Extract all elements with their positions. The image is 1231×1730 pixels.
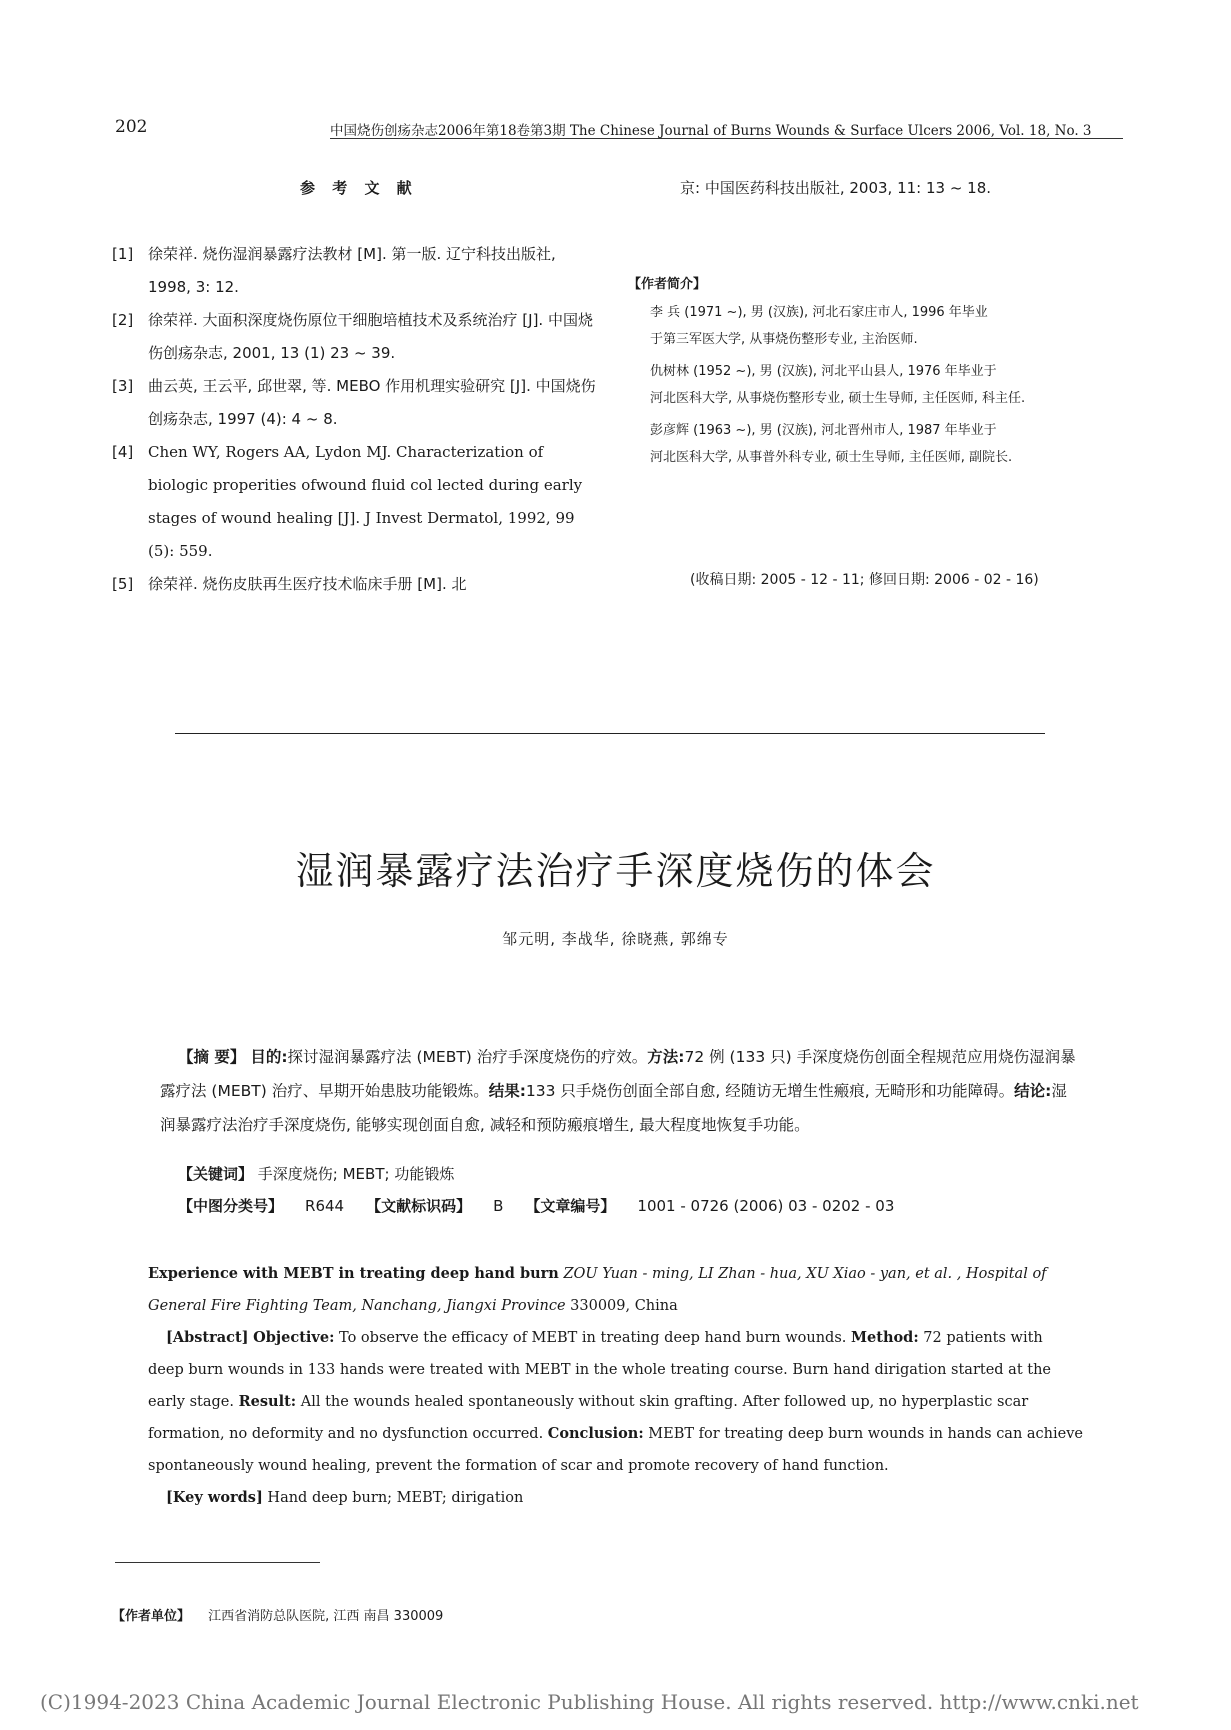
clc-label: 【中图分类号】 bbox=[178, 1197, 284, 1215]
footnote-text: 江西省消防总队医院, 江西 南昌 330009 bbox=[208, 1609, 444, 1624]
reference-text: Chen WY, Rogers AA, Lydon MJ. Characterization of biologic properities ofwound fluid col lected during early stages of wound healing [J]. J Invest Dermatol, 1992, 99 (5): 559. bbox=[148, 443, 583, 560]
english-method-label: Method: bbox=[851, 1329, 919, 1346]
doc-code-label: 【文献标识码】 bbox=[366, 1197, 472, 1215]
reference-item bbox=[112, 370, 598, 436]
english-title-line bbox=[148, 1258, 1083, 1322]
copyright-notice: (C)1994-2023 China Academic Journal Electronic Publishing House. All rights reserved. http://www.cnki.net bbox=[40, 1690, 1139, 1714]
classification-line bbox=[178, 1195, 916, 1216]
reference-continuation: 京: 中国医药科技出版社, 2003, 11: 13 ~ 18. bbox=[680, 179, 992, 197]
article-title: 湿润暴露疗法治疗手深度烧伤的体会 bbox=[295, 849, 936, 893]
reference-text: 曲云英, 王云平, 邱世翠, 等. MEBO 作用机理实验研究 [J]. 中国烧伤创疡杂志, 1997 (4): 4 ~ 8. bbox=[148, 377, 596, 428]
abstract-label: 【摘 要】 bbox=[178, 1048, 246, 1066]
reference-number: [2] bbox=[112, 311, 134, 329]
reference-number: [3] bbox=[112, 377, 134, 395]
english-title: Experience with MEBT in treating deep hand burn bbox=[148, 1265, 559, 1282]
reference-item bbox=[112, 568, 598, 601]
keywords-label: 【关键词】 bbox=[178, 1165, 254, 1183]
footnote-rule bbox=[115, 1562, 320, 1563]
chinese-abstract bbox=[160, 1040, 1080, 1142]
author-bio bbox=[650, 417, 1116, 471]
objective-text: 探讨湿润暴露疗法 (MEBT) 治疗手深度烧伤的疗效。 bbox=[287, 1048, 648, 1066]
author-bio-line: 彭彦辉 (1963 ~), 男 (汉族), 河北晋州市人, 1987 年毕业于 bbox=[650, 423, 997, 438]
reference-item bbox=[112, 238, 598, 304]
author-bio-list bbox=[650, 299, 1116, 476]
author-affiliation-footnote bbox=[112, 1605, 443, 1624]
reference-item bbox=[112, 304, 598, 370]
references-heading: 参 考 文 献 bbox=[300, 179, 418, 197]
objective-label: 目的: bbox=[250, 1048, 288, 1066]
article-divider bbox=[175, 733, 1045, 734]
chinese-keywords bbox=[178, 1163, 454, 1184]
english-objective-label: Objective: bbox=[253, 1329, 335, 1346]
english-method-text: 72 patients with deep burn wounds in 133 hands were treated with MEBT in the whole treating course. Burn hand dirigation started at the early stage. bbox=[148, 1330, 1052, 1410]
page-number: 202 bbox=[115, 117, 148, 137]
english-conclusion-text: MEBT for treating deep burn wounds in hands can achieve spontaneously wound healing, prevent the formation of scar and promote recovery of hand function. bbox=[148, 1426, 1083, 1474]
reference-text: 徐荣祥. 烧伤皮肤再生医疗技术临床手册 [M]. 北 bbox=[148, 575, 467, 593]
doc-code-value: B bbox=[493, 1197, 504, 1215]
article-authors: 邹元明, 李战华, 徐晓燕, 郭绵专 bbox=[502, 930, 729, 948]
author-bio-line: 李 兵 (1971 ~), 男 (汉族), 河北石家庄市人, 1996 年毕业 bbox=[650, 305, 988, 320]
reference-number: [4] bbox=[112, 443, 134, 461]
result-label: 结果: bbox=[488, 1082, 526, 1100]
reference-number: [1] bbox=[112, 245, 134, 263]
english-abstract-label: [Abstract] bbox=[166, 1329, 249, 1346]
reference-number: [5] bbox=[112, 575, 134, 593]
author-intro-heading: 【作者简介】 bbox=[628, 277, 707, 292]
running-header: 中国烧伤创疡杂志2006年第18卷第3期 The Chinese Journal of Burns Wounds & Surface Ulcers 2006, Vol. 18, No. 3 bbox=[330, 123, 1092, 139]
author-bio bbox=[650, 299, 1116, 353]
reference-list bbox=[112, 238, 598, 601]
english-result-label: Result: bbox=[238, 1393, 297, 1410]
author-bio-line: 河北医科大学, 从事烧伤整形专业, 硕士生导师, 主任医师, 科主任. bbox=[650, 391, 1026, 406]
author-bio-line: 于第三军医大学, 从事烧伤整形专业, 主治医师. bbox=[650, 332, 918, 347]
header-rule bbox=[330, 138, 1123, 139]
reference-text: 徐荣祥. 烧伤湿润暴露疗法教材 [M]. 第一版. 辽宁科技出版社, 1998, 3: 12. bbox=[148, 245, 556, 296]
english-abstract bbox=[148, 1322, 1083, 1482]
article-no-label: 【文章编号】 bbox=[525, 1197, 616, 1215]
article-no-value: 1001 - 0726 (2006) 03 - 0202 - 03 bbox=[637, 1197, 895, 1215]
author-bio bbox=[650, 358, 1116, 412]
conclusion-text: 湿润暴露疗法治疗手深度烧伤, 能够实现创面自愈, 减轻和预防瘢痕增生, 最大程度地恢复手功能。 bbox=[160, 1082, 1067, 1134]
english-result-text: All the wounds healed spontaneously without skin grafting. After followed up, no hyperplastic scar formation, no deformity and no dysfunction occurred. bbox=[148, 1394, 1029, 1442]
english-objective-text: To observe the efficacy of MEBT in treating deep hand burn wounds. bbox=[339, 1330, 847, 1346]
method-text: 72 例 (133 只) 手深度烧伤创面全程规范应用烧伤湿润暴露疗法 (MEBT) 治疗、早期开始患肢功能锻炼。 bbox=[160, 1048, 1076, 1100]
english-keywords bbox=[148, 1482, 1083, 1514]
received-dates: (收稿日期: 2005 - 12 - 11; 修回日期: 2006 - 02 - 16) bbox=[690, 572, 1039, 588]
english-abstract-block bbox=[148, 1258, 1083, 1514]
english-keywords-text: Hand deep burn; MEBT; dirigation bbox=[267, 1490, 524, 1506]
clc-value: R644 bbox=[305, 1197, 345, 1215]
english-postcode: 330009, China bbox=[570, 1298, 678, 1314]
reference-text: 徐荣祥. 大面积深度烧伤原位干细胞培植技术及系统治疗 [J]. 中国烧伤创疡杂志, 2001, 13 (1) 23 ~ 39. bbox=[148, 311, 593, 362]
author-bio-line: 河北医科大学, 从事普外科专业, 硕士生导师, 主任医师, 副院长. bbox=[650, 450, 1013, 465]
keywords-text: 手深度烧伤; MEBT; 功能锻炼 bbox=[257, 1165, 455, 1183]
footnote-label: 【作者单位】 bbox=[112, 1609, 191, 1624]
conclusion-label: 结论: bbox=[1014, 1082, 1052, 1100]
english-conclusion-label: Conclusion: bbox=[547, 1425, 644, 1442]
reference-item bbox=[112, 436, 598, 568]
author-bio-line: 仇树林 (1952 ~), 男 (汉族), 河北平山县人, 1976 年毕业于 bbox=[650, 364, 997, 379]
english-authors: ZOU Yuan - ming, LI Zhan - hua, XU Xiao - yan, et al. , Hospital of General Fire Fighting Team, Nanchang, Jiangxi Province bbox=[148, 1266, 1047, 1314]
method-label: 方法: bbox=[647, 1048, 685, 1066]
english-keywords-label: [Key words] bbox=[166, 1489, 263, 1506]
result-text: 133 只手烧伤创面全部自愈, 经随访无增生性瘢痕, 无畸形和功能障碍。 bbox=[525, 1082, 1015, 1100]
